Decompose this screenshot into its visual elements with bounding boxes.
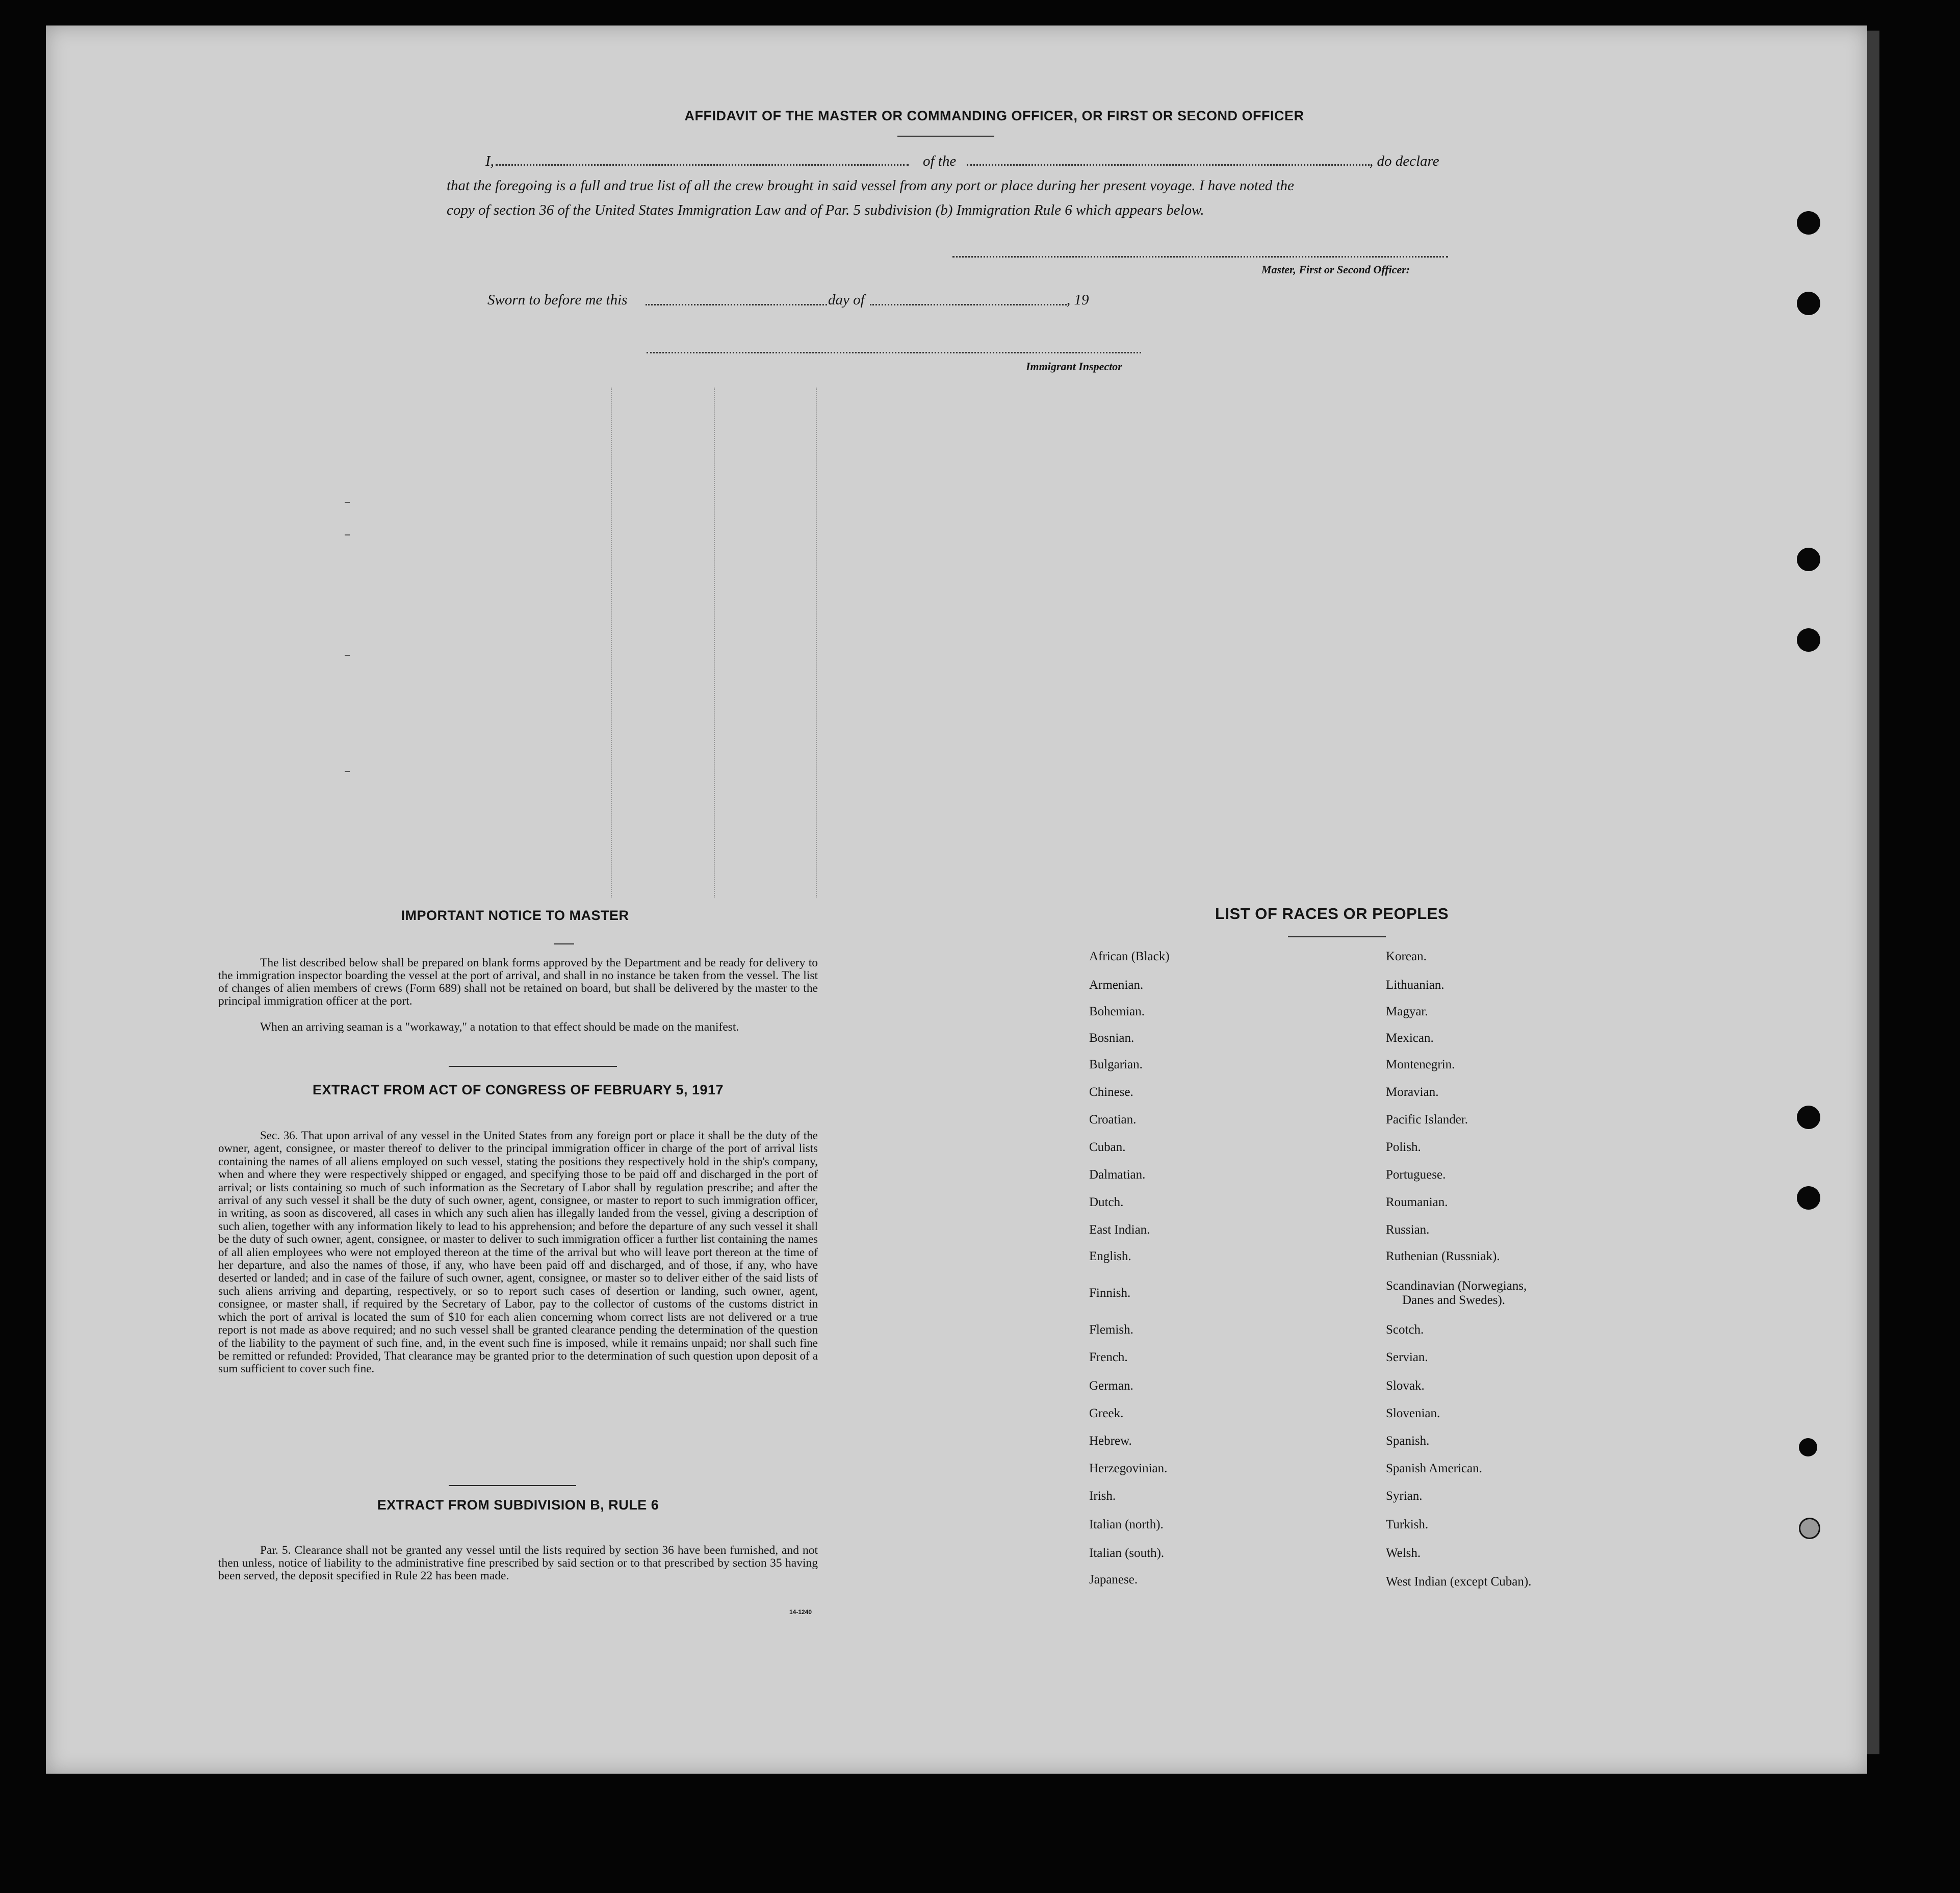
signature-field[interactable] — [952, 256, 1448, 258]
race-item: Italian (south). — [1089, 1546, 1165, 1560]
year-label: , 19 — [1067, 292, 1089, 308]
race-item: West Indian (except Cuban). — [1386, 1575, 1532, 1589]
race-item: Magyar. — [1386, 1005, 1428, 1018]
punch-hole — [1797, 1186, 1820, 1210]
form-tick — [345, 502, 350, 503]
race-item: Spanish. — [1386, 1434, 1430, 1448]
form-number: 14-1240 — [789, 1608, 812, 1616]
inspector-caption: Immigrant Inspector — [1026, 360, 1122, 373]
race-item: Welsh. — [1386, 1546, 1421, 1560]
extract-act-text: Sec. 36. That upon arrival of any vessel in the United States from any foreign port or place it shall be the duty of the owner, agent, consignee, or master thereof to deliver to the principal immigration officer in charge of the port of arrival lists containing the names of all aliens employed on such vessel, stating the positions they respectively hold in the ship's company, when and where they were respectively shipped or engaged, and specifying those to be paid off and discharged in the port of arrival; or lists containing so much of such information as the Secretary of Labor shall by regulation prescribe; and after the arrival of any such vessel it shall be the duty of such owner, agent, consignee, or master to report to such immigration officer, in writing, as soon as discovered, all cases in which any such alien has illegally landed from the vessel, giving a description of such alien, together with any information likely to lead to his apprehension; and before the departure of any such vessel it shall be the duty of such owner, agent, consignee, or master to deliver to such immigration officer a further list containing the names of all alien employees who were not employed thereon at the time of the arrival but who will leave port thereon at the time of her departure, and also the names of those, if any, who have been paid off and discharged, and of those, if any, who have deserted or landed; and in case of the failure of such owner, agent, consignee, or master so to deliver either of the said lists of such aliens arriving and departing, respectively, or so to report such cases of desertion or landing, such owner, agent, consignee, or master shall, if required by the Secretary of Labor, pay to the collector of customs of the customs district in which the port of arrival is located the sum of $10 for each alien concerning whom correct lists are not delivered or a true report is not made as above required; and no such vessel shall be granted clearance pending the determination of the question of the liability to the payment of such fine, and, in the event such fine is imposed, while it remains unpaid; nor shall such fine be remitted or refunded: Provided, That clearance may be granted prior to the determination of such question upon deposit of a sum sufficient to cover such fine. — [218, 1129, 818, 1375]
races-title: LIST OF RACES OR PEOPLES — [1215, 905, 1449, 923]
race-item: Roumanian. — [1386, 1195, 1448, 1209]
punch-hole — [1797, 548, 1820, 571]
punch-hole — [1797, 211, 1820, 235]
race-item: Portuguese. — [1386, 1168, 1446, 1182]
punch-hole — [1797, 628, 1820, 652]
extract-rule-title: EXTRACT FROM SUBDIVISION B, RULE 6 — [377, 1497, 659, 1513]
affidavit-do-declare: , do declare — [1370, 153, 1439, 169]
race-item: Bosnian. — [1089, 1031, 1134, 1045]
form-column-line — [714, 388, 715, 898]
race-item: Dalmatian. — [1089, 1168, 1146, 1182]
notice-underline — [554, 943, 574, 944]
race-item: Hebrew. — [1089, 1434, 1132, 1448]
race-item: Croatian. — [1089, 1113, 1137, 1127]
race-item: Slovak. — [1386, 1379, 1425, 1393]
race-item: Pacific Islander. — [1386, 1113, 1468, 1127]
sworn-label: Sworn to before me this — [487, 292, 628, 308]
race-item: Chinese. — [1089, 1085, 1133, 1099]
punch-hole — [1797, 292, 1820, 315]
race-item: Mexican. — [1386, 1031, 1434, 1045]
extract-act-title: EXTRACT FROM ACT OF CONGRESS OF FEBRUARY 5, 1917 — [312, 1082, 724, 1097]
race-item: Montenegrin. — [1386, 1058, 1455, 1071]
race-item: Armenian. — [1089, 978, 1144, 992]
race-item: Scandinavian (Norwegians, — [1386, 1279, 1527, 1293]
day-of-label: day of — [828, 292, 865, 308]
race-item: English. — [1089, 1249, 1131, 1263]
name-field[interactable] — [496, 164, 909, 166]
race-item: Ruthenian (Russniak). — [1386, 1249, 1500, 1263]
section-divider — [449, 1066, 617, 1067]
race-item: Italian (north). — [1089, 1518, 1164, 1531]
race-item: Bohemian. — [1089, 1005, 1145, 1018]
race-item: Lithuanian. — [1386, 978, 1445, 992]
affidavit-of-the-label: of the — [923, 153, 957, 169]
race-item: Polish. — [1386, 1140, 1421, 1154]
form-column-line — [611, 388, 612, 898]
race-item: Bulgarian. — [1089, 1058, 1143, 1071]
races-underline — [1288, 936, 1386, 937]
race-item: Herzegovinian. — [1089, 1462, 1168, 1475]
punch-hole — [1797, 1106, 1820, 1129]
race-item: Moravian. — [1386, 1085, 1439, 1099]
race-item: Turkish. — [1386, 1518, 1429, 1531]
race-item: African (Black) — [1089, 950, 1170, 963]
race-item: Japanese. — [1089, 1573, 1138, 1587]
notice-paragraph-1: The list described below shall be prepared on blank forms approved by the Department and be ready for delivery to the immigration inspector boarding the vessel at the port of arrival, and shall in no instance be taken from the vessel. The list of changes of alien members of crews (Form 689) shall not be retained on board, but shall be delivered by the master to the principal immigration officer at the port. — [218, 956, 818, 1008]
affidavit-i-label: I, — [485, 153, 494, 169]
race-item: Spanish American. — [1386, 1462, 1482, 1475]
race-item: Syrian. — [1386, 1489, 1423, 1503]
signature-caption: Master, First or Second Officer: — [1261, 263, 1410, 276]
race-item: Servian. — [1386, 1350, 1428, 1364]
race-item: Greek. — [1089, 1406, 1124, 1420]
punch-hole — [1799, 1518, 1820, 1539]
form-tick — [345, 771, 350, 772]
title-underline — [897, 136, 994, 137]
race-item: Cuban. — [1089, 1140, 1126, 1154]
race-item: Danes and Swedes). — [1402, 1293, 1506, 1307]
section-divider — [449, 1485, 576, 1486]
race-item: Finnish. — [1089, 1286, 1131, 1300]
form-column-line — [816, 388, 817, 898]
race-item: Korean. — [1386, 950, 1427, 963]
race-item: French. — [1089, 1350, 1128, 1364]
race-item: Scotch. — [1386, 1323, 1424, 1337]
affidavit-line-2: that the foregoing is a full and true list of all the crew brought in said vessel from any port or place during her present voyage. I have noted the — [447, 177, 1294, 194]
sworn-day-field[interactable] — [646, 304, 827, 305]
race-item: Irish. — [1089, 1489, 1116, 1503]
punch-hole — [1799, 1438, 1817, 1456]
form-tick — [345, 655, 350, 656]
race-item: Russian. — [1386, 1223, 1430, 1237]
extract-rule-text: Par. 5. Clearance shall not be granted any vessel until the lists required by section 36 have been furnished, and not then unless, notice of liability to the administrative fine prescribed by said section or to that prescribed by section 35 having been served, the deposit specified in Rule 22 has been made. — [218, 1544, 818, 1582]
race-item: Flemish. — [1089, 1323, 1133, 1337]
notice-paragraph-2: When an arriving seaman is a "workaway," a notation to that effect should be made on the manifest. — [260, 1020, 739, 1034]
inspector-signature-field[interactable] — [647, 352, 1141, 353]
race-item: Dutch. — [1089, 1195, 1124, 1209]
race-item: German. — [1089, 1379, 1133, 1393]
affidavit-title: AFFIDAVIT OF THE MASTER OR COMMANDING OFFICER, OR FIRST OR SECOND OFFICER — [684, 108, 1304, 123]
form-tick — [345, 534, 350, 535]
affidavit-line-3: copy of section 36 of the United States Immigration Law and of Par. 5 subdivision (b) Immigration Rule 6 which appears below. — [447, 202, 1204, 218]
vessel-field[interactable] — [967, 164, 1370, 166]
race-item: Slovenian. — [1386, 1406, 1440, 1420]
sworn-month-field[interactable] — [870, 304, 1067, 305]
notice-title: IMPORTANT NOTICE TO MASTER — [401, 908, 629, 923]
race-item: East Indian. — [1089, 1223, 1150, 1237]
page-edge — [1867, 31, 1879, 1754]
